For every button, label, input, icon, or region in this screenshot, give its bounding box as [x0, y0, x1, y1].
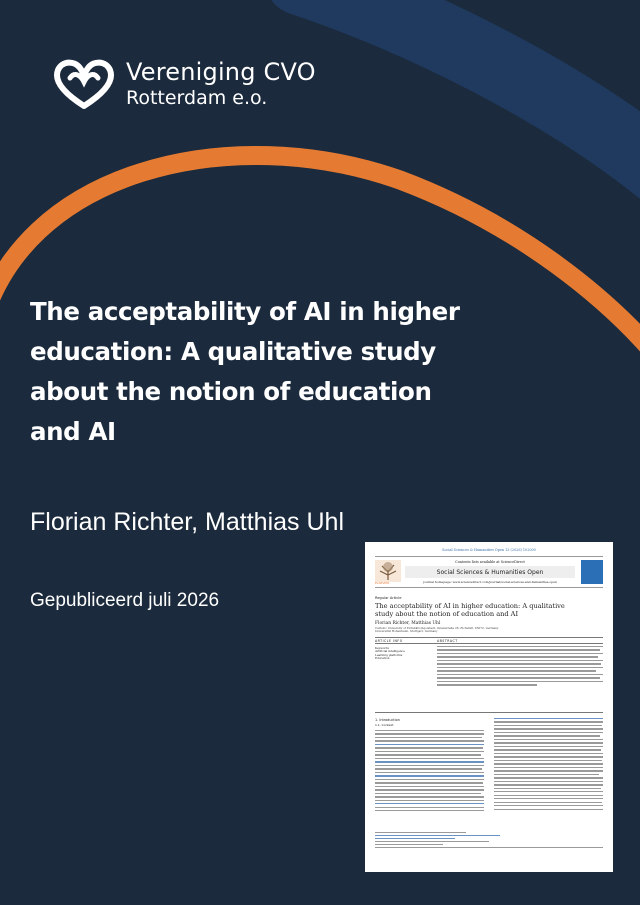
abstract-text-lines — [437, 646, 603, 688]
body-column-left — [375, 730, 484, 814]
brand-logo — [52, 58, 316, 110]
paper-masthead — [375, 556, 603, 588]
navy-arc — [300, 0, 640, 170]
keyword: Artificial intelligence — [375, 649, 405, 654]
publisher-name: ELSEVIER — [375, 581, 390, 585]
keywords — [375, 647, 419, 661]
contents-available: Contents lists available at ScienceDirect — [455, 560, 525, 564]
paper-footer-lines — [375, 832, 603, 850]
journal-homepage: journal homepage: www.sciencedirect.com/journal/social-sciences-and-humanities-open — [423, 580, 557, 584]
publication-date: Gepubliceerd juli 2026 — [30, 590, 220, 611]
keyword: Education — [375, 656, 390, 661]
abstract-heading: ABSTRACT — [437, 639, 458, 643]
divider — [375, 637, 603, 638]
brand-name: Vereniging CVO — [126, 58, 316, 86]
affiliation-2: Universität Hohenheim, Stuttgart, Germany — [375, 629, 438, 634]
heart-ribbon-icon — [52, 58, 116, 110]
paper-thumbnail — [365, 542, 613, 872]
paper-authors: Florian Richter, Matthias Uhl — [375, 621, 441, 626]
keywords-label: Keywords — [375, 646, 389, 650]
elsevier-tree-icon — [375, 560, 401, 582]
journal-cover-image — [581, 560, 603, 584]
article-type: Regular Article — [375, 596, 402, 600]
document-authors: Florian Richter, Matthias Uhl — [30, 508, 345, 536]
divider — [375, 643, 603, 644]
body-column-right — [494, 718, 603, 812]
document-title: The acceptability of AI in higher education: A qualitative study about the notion of education and AI — [30, 297, 460, 446]
paper-header-link: Social Sciences & Humanities Open 13 (2026) 102000 — [442, 548, 536, 552]
article-info-heading: ARTICLE INFO — [375, 639, 403, 643]
divider — [375, 712, 603, 713]
journal-name: Social Sciences & Humanities Open — [436, 569, 544, 576]
brand-subtitle: Rotterdam e.o. — [126, 87, 268, 109]
paper-title: The acceptability of AI in higher education: A qualitative study about the notion of education and AI — [375, 602, 565, 618]
section-heading: 1. Introduction — [375, 718, 400, 722]
keyword: Learning platforms — [375, 652, 403, 657]
affiliation-1: Catholic University of Eichstätt-Ingolstadt, Ostenstraße 26, Eichstätt, 85072, Germany — [375, 626, 499, 630]
paper-affiliations — [375, 627, 575, 634]
subsection-heading: 1.1. Context — [375, 723, 394, 727]
